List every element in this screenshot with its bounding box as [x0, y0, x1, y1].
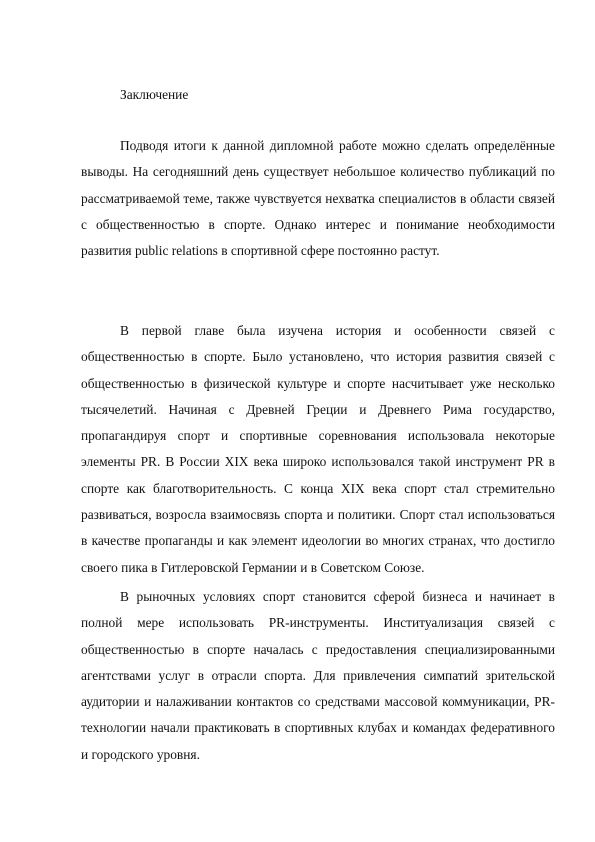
paragraph-2: В первой главе была изучена история и особенности связей с общественностью в спорте. Было установлено, что история развития связей с общественностью в физической культуре и спорте насчитывает уже несколько тысячелетий. Начиная с Древней Греции и Древнего Рима государство, пропагандируя спорт и спортивные соревнования использовала некоторые элементы PR. В России XIX века широко использовался такой инструмент PR в спорте как благотворительность. С конца XIX века спорт стал стремительно развиваться, возросла взаимосвязь спорта и политики. Спорт стал использоваться в качестве пропаганды и как элемент идеологии во многих странах, что достигло своего пика в Гитлеровской Германии и в Советском Союзе.	[81, 323, 555, 575]
paragraph-1: Подводя итоги к данной дипломной работе можно сделать определённые выводы. На сегодняшний день существует небольшое количество публикаций по рассматриваемой теме, также чувствуется нехватка специалистов в области связей с общественностью в спорте. Однако интерес и понимание необходимости развития public relations в спортивной сфере постоянно растут.	[81, 138, 555, 259]
paragraph-3: В рыночных условиях спорт становится сферой бизнеса и начинает в полной мере использовать PR-инструменты. Институализация связей с общественностью в спорте началась с предоставления специализированными агентствами услуг в отрасли спорта. Для привлечения симпатий зрительской аудитории и налаживании контактов со средствами массовой коммуникации, PR-технологии начали практиковать в спортивных клубах и командах федеративного и городского уровня.	[81, 589, 555, 762]
section-heading: Заключение	[120, 87, 189, 102]
